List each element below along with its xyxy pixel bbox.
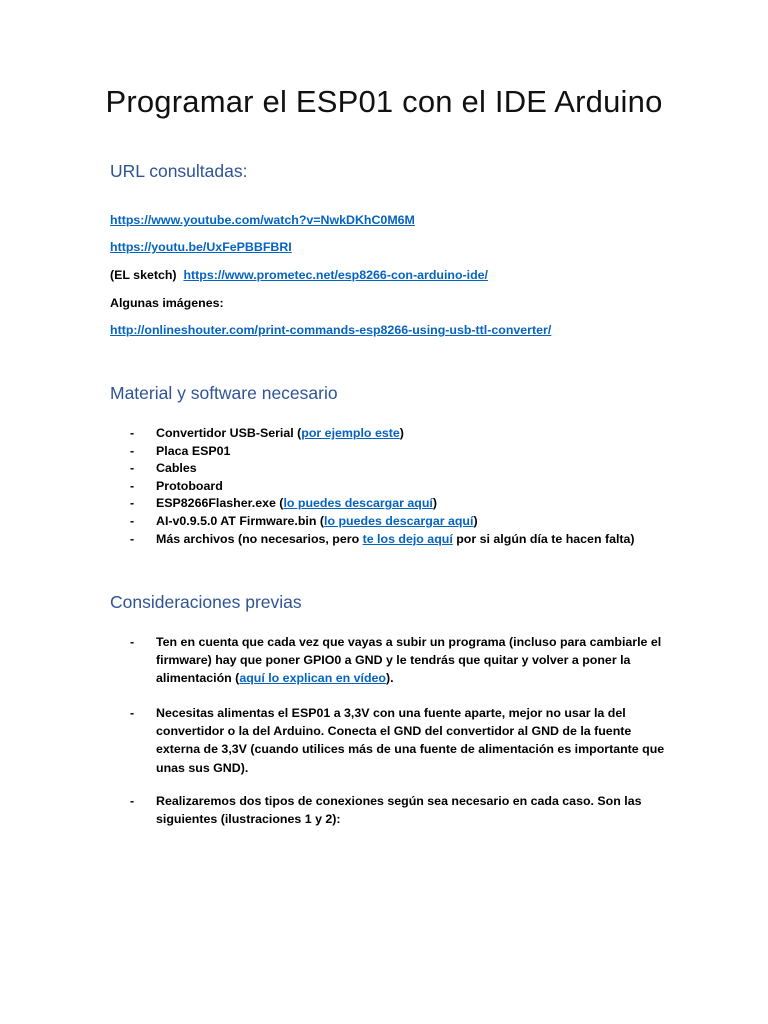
sketch-label: (EL sketch) [110,268,177,282]
bullet-dash: - [130,635,135,649]
bullet-dash: - [130,531,135,546]
url-line-1 [110,213,415,227]
example-converter-link[interactable]: por ejemplo este [301,426,400,440]
images-label: Algunas imágenes: [110,296,224,310]
page-title: Programar el ESP01 con el IDE Arduino [105,84,663,119]
bullet-dash: - [130,794,135,808]
bullet-dash: - [130,513,135,528]
flasher-download-link[interactable]: lo puedes descargar aquí [283,496,433,511]
list-item: - Placa ESP01 [110,443,635,461]
list-item: - AI-v0.9.5.0 AT Firmware.bin (lo puedes descargar aquí) [110,513,635,531]
list-item: - Convertidor USB-Serial (por ejemplo este) [110,425,635,443]
material-list [110,425,635,548]
more-files-link[interactable]: te los dejo aquí [362,531,453,546]
list-item: - Cables [110,460,635,478]
youtube-link-2[interactable]: https://youtu.be/UxFePBBFBRI [110,240,292,254]
bullet-dash: - [130,426,135,440]
urls-heading: URL consultadas: [110,161,248,181]
bullet-dash: - [130,461,135,476]
url-line-4 [110,323,551,337]
bullet-dash: - [130,706,135,720]
bullet-dash: - [130,478,135,493]
list-item: - Protoboard [110,478,635,496]
video-explanation-link[interactable]: aquí lo explican en vídeo [239,671,386,686]
consideration-paragraph-2: - Necesitas alimentas el ESP01 a 3,3V con una fuente aparte, mejor no usar la del convertidor o la del Arduino. Conecta el GND del convertidor al GND de la fuente externa de 3,3V (cuando utilices más de una fuente de alimentación es importante que unas sus GND). [130,706,665,775]
consideration-paragraph-1: - Ten en cuenta que cada vez que vayas a subir un programa (incluso para cambiarle el firmware) hay que poner GPIO0 a GND y le tendrás que quitar y volver a poner la alimentación (aquí lo explican en vídeo). [130,635,662,686]
material-heading: Material y software necesario [110,383,338,403]
list-item: - Más archivos (no necesarios, pero te los dejo aquí por si algún día te hacen falta) [110,531,635,549]
firmware-download-link[interactable]: lo puedes descargar aquí [324,513,474,528]
url-line-3 [110,268,488,282]
bullet-dash: - [130,496,135,511]
considerations-heading: Consideraciones previas [110,592,302,612]
bullet-dash: - [130,443,135,458]
consideration-paragraph-3: - Realizaremos dos tipos de conexiones según sea necesario en cada caso. Son las siguientes (ilustraciones 1 y 2): [130,794,642,827]
youtube-link-1[interactable]: https://www.youtube.com/watch?v=NwkDKhC0M6M [110,213,415,227]
prometec-link[interactable]: https://www.prometec.net/esp8266-con-arduino-ide/ [183,268,489,282]
url-line-2 [110,240,292,254]
list-item: - ESP8266Flasher.exe (lo puedes descargar aquí) [110,495,635,513]
onlineshouter-link[interactable]: http://onlineshouter.com/print-commands-esp8266-using-usb-ttl-converter/ [110,323,552,337]
